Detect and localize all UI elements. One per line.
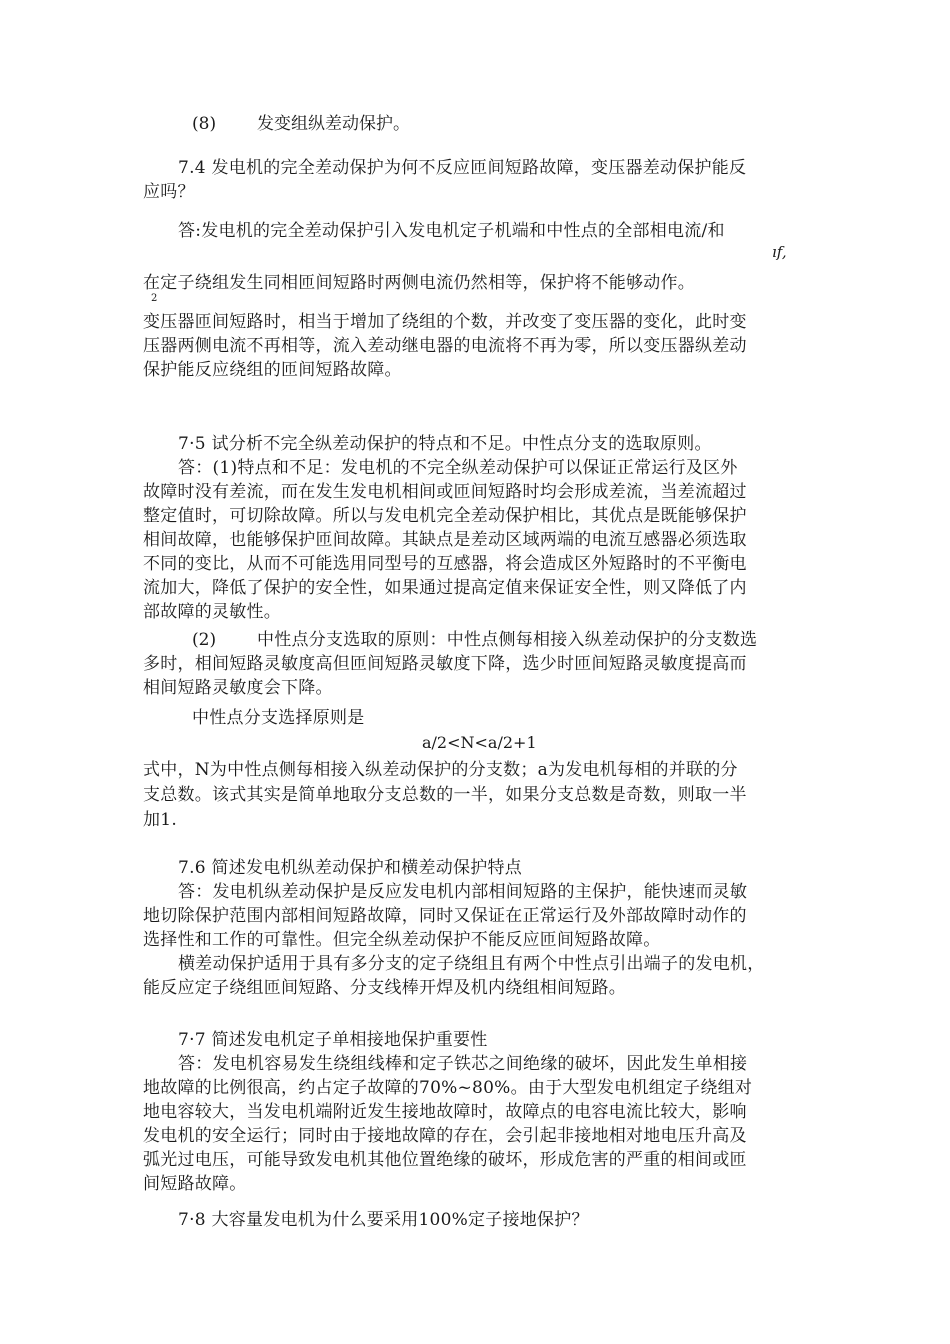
question-7-6: 7.6 简述发电机纵差动保护和横差动保护特点 (178, 858, 522, 878)
answer-7-5-line: 多时，相间短路灵敏度高但匝间短路灵敏度下降，选少时匝间短路灵敏度提高而 (143, 654, 747, 674)
subscript-mark: 2 (151, 293, 158, 304)
answer-7-6-line: 能反应定子绕组匝间短路、分支线棒开焊及机内绕组相间短路。 (143, 978, 626, 998)
answer-7-5-line: 中性点分支选取的原则：中性点侧每相接入纵差动保护的分支数选 (257, 630, 758, 650)
answer-7-7-line: 地故障的比例很高，约占定子故障的70%~80%。由于大型发电机组定子绕组对 (143, 1078, 753, 1098)
question-7-8: 7·8 大容量发电机为什么要采用100%定子接地保护？ (178, 1210, 589, 1230)
answer-7-4-line: 在定子绕组发生同相匝间短路时两侧电流仍然相等，保护将不能够动作。 (143, 273, 695, 293)
answer-7-4-line: 答:发电机的完全差动保护引入发电机定子机端和中性点的全部相电流/和 (178, 221, 725, 241)
answer-7-5-line: 部故障的灵敏性。 (143, 602, 281, 622)
formula: a/2<N<a/2+1 (422, 733, 537, 752)
paragraph-2-number: (2) (192, 630, 217, 650)
answer-7-5-line: 流加大，降低了保护的安全性，如果通过提高定值来保证安全性，则又降低了内 (143, 578, 747, 598)
principle-label: 中性点分支选择原则是 (192, 708, 365, 728)
answer-7-5-line: 答：(1)特点和不足：发电机的不完全纵差动保护可以保证正常运行及区外 (178, 458, 738, 478)
answer-7-5-line: 式中，N为中性点侧每相接入纵差动保护的分支数；a为发电机每相的并联的分 (143, 760, 738, 780)
question-7-4-cont: 应吗？ (143, 182, 195, 202)
answer-7-7-line: 地电容较大，当发电机端附近发生接地故障时，故障点的电容电流比较大，影响 (143, 1102, 747, 1122)
question-7-4: 7.4 发电机的完全差动保护为何不反应匝间短路故障，变压器差动保护能反 (178, 158, 747, 178)
subscript-mark: ıf, (772, 243, 787, 261)
question-7-5: 7·5 试分析不完全纵差动保护的特点和不足。中性点分支的选取原则。 (178, 434, 712, 454)
answer-7-6-line: 答：发电机纵差动保护是反应发电机内部相间短路的主保护，能快速而灵敏 (178, 882, 748, 902)
item-8-number: (8) (192, 114, 217, 134)
answer-7-4-line: 变压器匝间短路时，相当于增加了绕组的个数，并改变了变压器的变化，此时变 (143, 312, 747, 332)
answer-7-5-line: 相间短路灵敏度会下降。 (143, 678, 333, 698)
answer-7-5-line: 不同的变比，从而不可能选用同型号的互感器，将会造成区外短路时的不平衡电 (143, 554, 747, 574)
answer-7-7-line: 弧光过电压，可能导致发电机其他位置绝缘的破坏，形成危害的严重的相间或匝 (143, 1150, 747, 1170)
answer-7-6-line: 横差动保护适用于具有多分支的定子绕组且有两个中性点引出端子的发电机， (178, 954, 765, 974)
answer-7-5-line: 故障时没有差流，而在发生发电机相间或匝间短路时均会形成差流，当差流超过 (143, 482, 747, 502)
answer-7-7-line: 间短路故障。 (143, 1174, 247, 1194)
answer-7-5-line: 相间故障，也能够保护匝间故障。其缺点是差动区域两端的电流互感器必须选取 (143, 530, 747, 550)
answer-7-5-line: 整定值时，可切除故障。所以与发电机完全差动保护相比，其优点是既能够保护 (143, 506, 747, 526)
answer-7-6-line: 地切除保护范围内部相间短路故障，同时又保证在正常运行及外部故障时动作的 (143, 906, 747, 926)
question-7-7: 7·7 简述发电机定子单相接地保护重要性 (178, 1030, 488, 1050)
answer-7-4-line: 保护能反应绕组的匝间短路故障。 (143, 360, 402, 380)
answer-7-7-line: 答：发电机容易发生绕组线棒和定子铁芯之间绝缘的破坏，因此发生单相接 (178, 1054, 748, 1074)
answer-7-5-line: 支总数。该式其实是简单地取分支总数的一半，如果分支总数是奇数，则取一半 (143, 785, 747, 805)
answer-7-6-line: 选择性和工作的可靠性。但完全纵差动保护不能反应匝间短路故障。 (143, 930, 661, 950)
answer-7-4-line: 压器两侧电流不再相等，流入差动继电器的电流将不再为零，所以变压器纵差动 (143, 336, 747, 356)
answer-7-5-line: 加1. (143, 810, 177, 830)
answer-7-7-line: 发电机的安全运行；同时由于接地故障的存在，会引起非接地相对地电压升高及 (143, 1126, 747, 1146)
item-8-text: 发变组纵差动保护。 (257, 114, 410, 134)
